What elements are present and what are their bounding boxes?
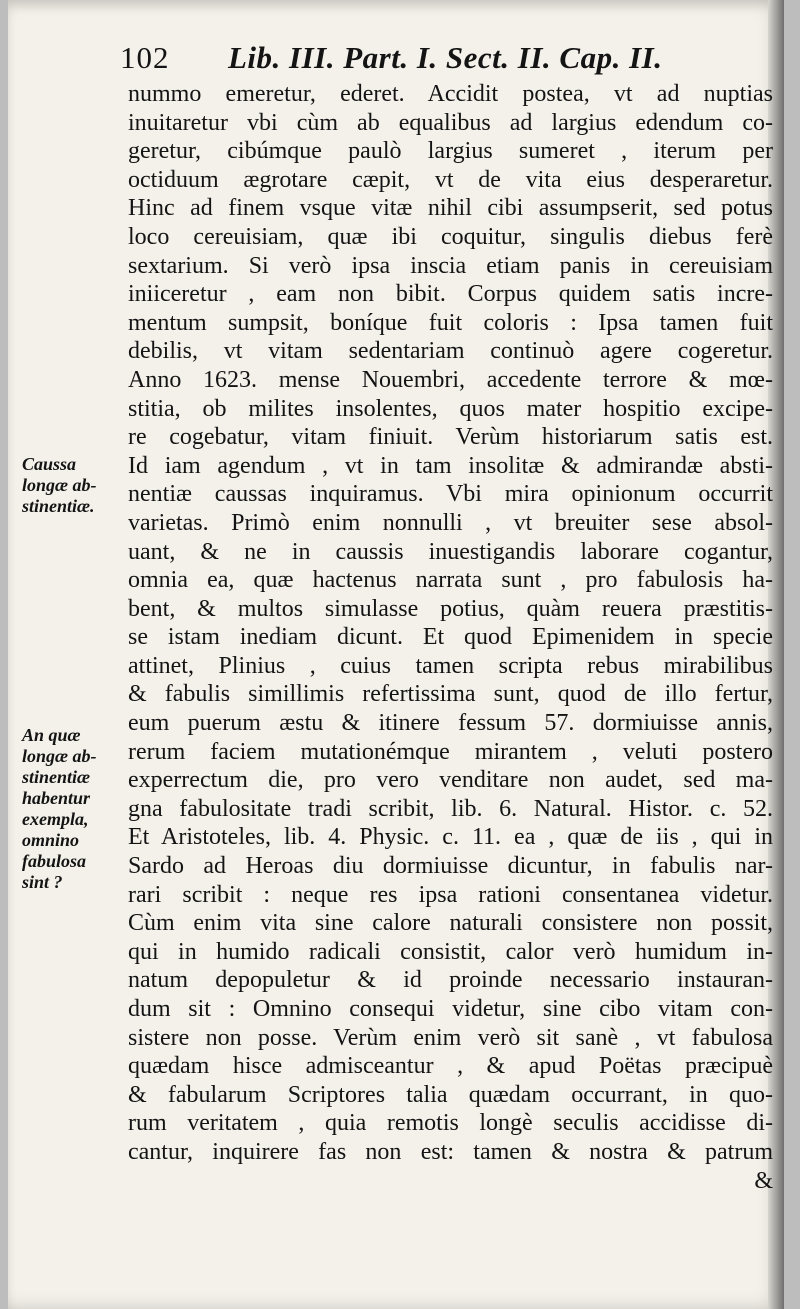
page-header [120, 40, 770, 84]
margin-note-line: exempla, [22, 809, 89, 829]
text-line: dum sit : Omnino consequi videtur, sine cibo vitam con- [128, 996, 773, 1022]
text-line: mentum sumpsit, boníque fuit coloris : Ipsa tamen fuit [128, 309, 773, 336]
margin-note-line: longæ ab- [22, 475, 97, 495]
text-line: se istam inediam dicunt. Et quod Epimenidem in specie [128, 624, 773, 651]
text-line: geretur, cibúmque paulò largius sumeret , iterum per [128, 138, 773, 165]
margin-note-line: longæ ab- [22, 746, 97, 766]
text-line: eum puerum æstu & itinere fessum 57. dormiuisse annis, [128, 710, 773, 737]
margin-note-line: fabulosa [22, 851, 87, 871]
text-line: Anno 1623. mense Nouembri, accedente terrore & mœ- [128, 366, 773, 393]
text-line: omnia ea, quæ hactenus narrata sunt , pro fabulosis ha- [128, 567, 773, 594]
text-line: quædam hisce admisceantur , & apud Poëtas præcipuè [128, 1053, 773, 1080]
margin-note-caussa [22, 454, 134, 517]
text-line: stitia, ob milites insolentes, quos mater hospitio excipe- [128, 395, 773, 422]
text-line: & fabularum Scriptores talia quædam occurrant, in quo- [128, 1081, 773, 1108]
body-text [128, 80, 773, 1195]
text-line: loco cereuisiam, quæ ibi coquitur, singulis diebus ferè [128, 223, 773, 250]
text-line: rum veritatem , quia remotis longè seculis accidisse di- [128, 1110, 773, 1137]
text-line: nentiæ caussas inquiramus. Vbi mira opinionum occurrit [128, 481, 773, 508]
text-line: sistere non posse. Verùm enim verò sit sanè , vt fabulosa [128, 1024, 773, 1051]
text-line: attinet, Plinius , cuius tamen scripta rebus mirabilibus [128, 652, 773, 679]
margin-note-line: sint ? [22, 872, 63, 892]
margin-note-line: An quæ [22, 725, 81, 745]
margin-note-line: stinentiæ [22, 767, 91, 787]
margin-note-exempla [22, 725, 134, 893]
text-line: & fabulis simillimis refertissima sunt, quod de illo fertur, [128, 681, 773, 708]
text-line: gna fabulositate tradi scribit, lib. 6. Natural. Histor. c. 52. [128, 795, 773, 822]
text-line: bent, & multos simulasse potius, quàm reuera præstitis- [128, 595, 773, 622]
text-line: re cogebatur, vitam finiuit. Verùm historiarum satis est. [128, 424, 773, 451]
text-line: nummo emeretur, ederet. Accidit postea, vt ad nuptias [128, 81, 773, 107]
margin-note-line: omnino [22, 830, 80, 850]
text-line: cantur, inquirere fas non est: tamen & nostra & patrum [128, 1138, 773, 1165]
text-line: varietas. Primò enim nonnulli , vt breuiter sese absol- [128, 509, 773, 536]
margin-note-line: Caussa [22, 454, 77, 474]
page-number: 102 [120, 40, 170, 75]
text-line: Id iam agendum , vt in tam insolitæ & admirandæ absti- [128, 452, 773, 479]
text-line: inuitaretur vbi cùm ab equalibus ad largius edendum co- [128, 109, 773, 136]
margin-note-line: habentur [22, 788, 91, 808]
text-line: Sardo ad Heroas diu dormiuisse dicuntur, in fabulis nar- [128, 853, 773, 880]
text-line: qui in humido radicali consistit, calor verò humidum in- [128, 938, 773, 965]
margin-note-line: stinentiæ. [22, 496, 95, 516]
text-line: experrectum die, pro vero venditare non audet, sed ma- [128, 767, 773, 794]
running-head: Lib. III. Part. I. Sect. II. Cap. II. [228, 40, 663, 75]
text-line: rerum faciem mutationémque mirantem , veluti postero [128, 738, 773, 765]
text-line: Et Aristoteles, lib. 4. Physic. c. 11. ea , quæ de iis , qui in [128, 824, 773, 851]
text-line: debilis, vt vitam sedentariam continuò agere cogeretur. [128, 338, 773, 365]
catchword: & [754, 1167, 773, 1194]
book-page [8, 0, 784, 1309]
text-line: uant, & ne in caussis inuestigandis laborare cogantur, [128, 538, 773, 565]
text-line: octiduum ægrotare cæpit, vt de vita eius desperaretur. [128, 166, 773, 193]
text-line: iniiceretur , eam non bibit. Corpus quidem satis incre- [128, 281, 773, 308]
text-line: natum depopuletur & id proinde necessario instauran- [128, 967, 773, 994]
text-line: Hinc ad finem vsque vitæ nihil cibi assumpserit, sed potus [128, 195, 773, 222]
text-line: Cùm enim vita sine calore naturali consistere non possit, [128, 910, 773, 937]
text-line: rari scribit : neque res ipsa rationi consentanea videtur. [128, 881, 773, 908]
text-line: sextarium. Si verò ipsa inscia etiam panis in cereuisiam [128, 252, 773, 279]
